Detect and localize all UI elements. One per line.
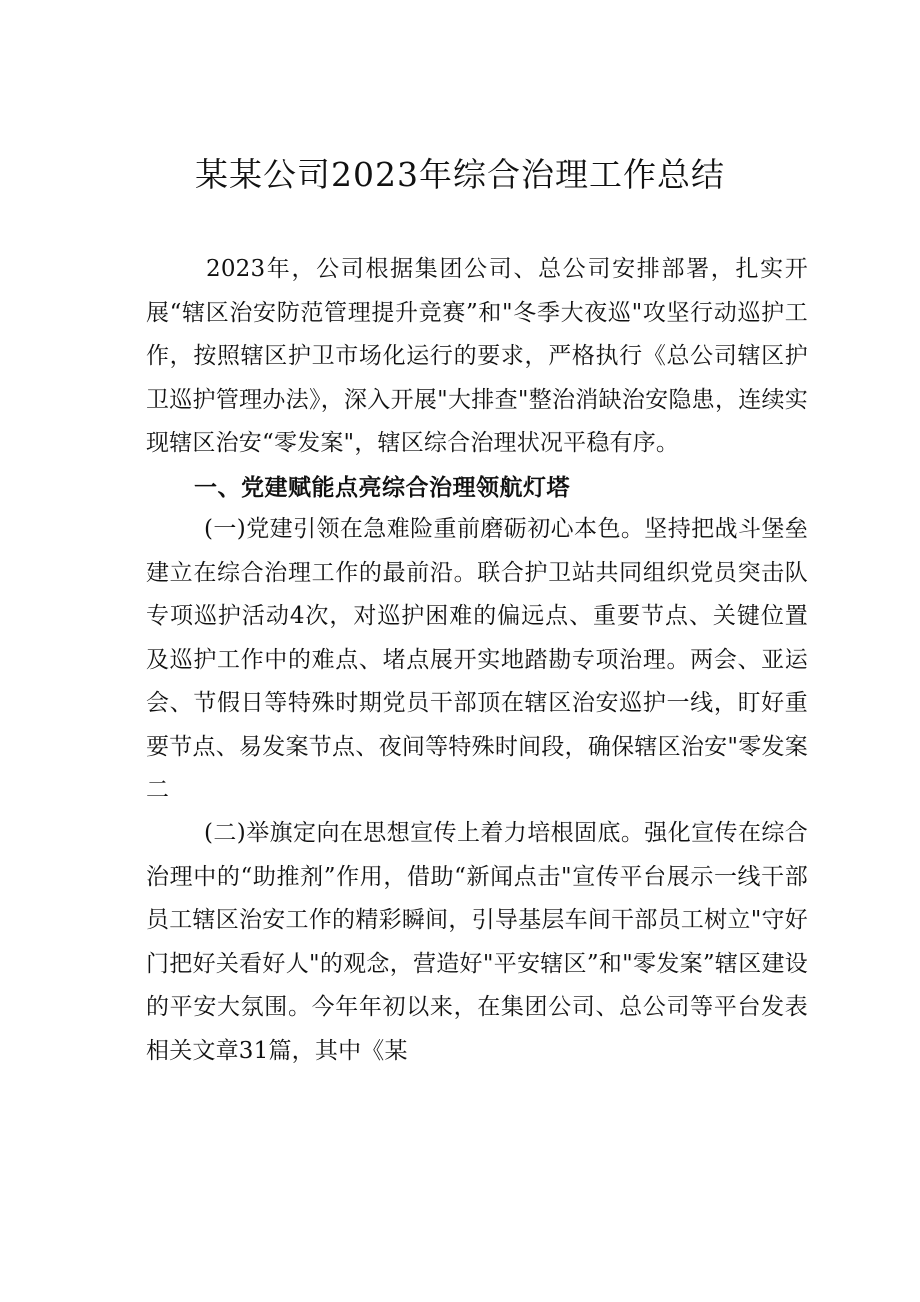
subsection-paragraph-1: (一)党建引领在急难险重前磨砺初心本色。坚持把战斗堡垒建立在综合治理工作的最前沿。联合护卫站共同组织党员突击队专项巡护活动4次，对巡护困难的偏远点、重要节点、关键位置及巡护工作中的难点、堵点展开实地踏勘专项治理。两会、亚运会、节假日等特殊时期党员干部顶在辖区治安巡护一线，盯好重要节点、易发案节点、夜间等特殊时间段，确保辖区治安"零发案二 (146, 516, 808, 803)
document-title: 某某公司2023年综合治理工作总结 (195, 155, 725, 194)
subsection-paragraph-2: (二)举旗定向在思想宣传上着力培根固底。强化宣传在综合治理中的“助推剂”作用，借助“新闻点击"宣传平台展示一线干部员工辖区治安工作的精彩瞬间，引导基层车间干部员工树立"守好门把好关看好人"的观念，营造好"平安辖区”和"零发案”辖区建设的平安大氛围。今年年初以来，在集团公司、总公司等平台发表相关文章31篇，其中《某 (146, 820, 808, 1064)
section-heading-1: 一、党建赋能点亮综合治理领航灯塔 (194, 475, 570, 501)
intro-paragraph: 2023年，公司根据集团公司、总公司安排部署，扎实开展“辖区治安防范管理提升竞赛”和"冬季大夜巡"攻坚行动巡护工作，按照辖区护卫市场化运行的要求，严格执行《总公司辖区护卫巡护管理办法》，深入开展"大排查"整治消缺治安隐患，连续实现辖区治安“零发案"，辖区综合治理状况平稳有序。 (146, 256, 808, 456)
